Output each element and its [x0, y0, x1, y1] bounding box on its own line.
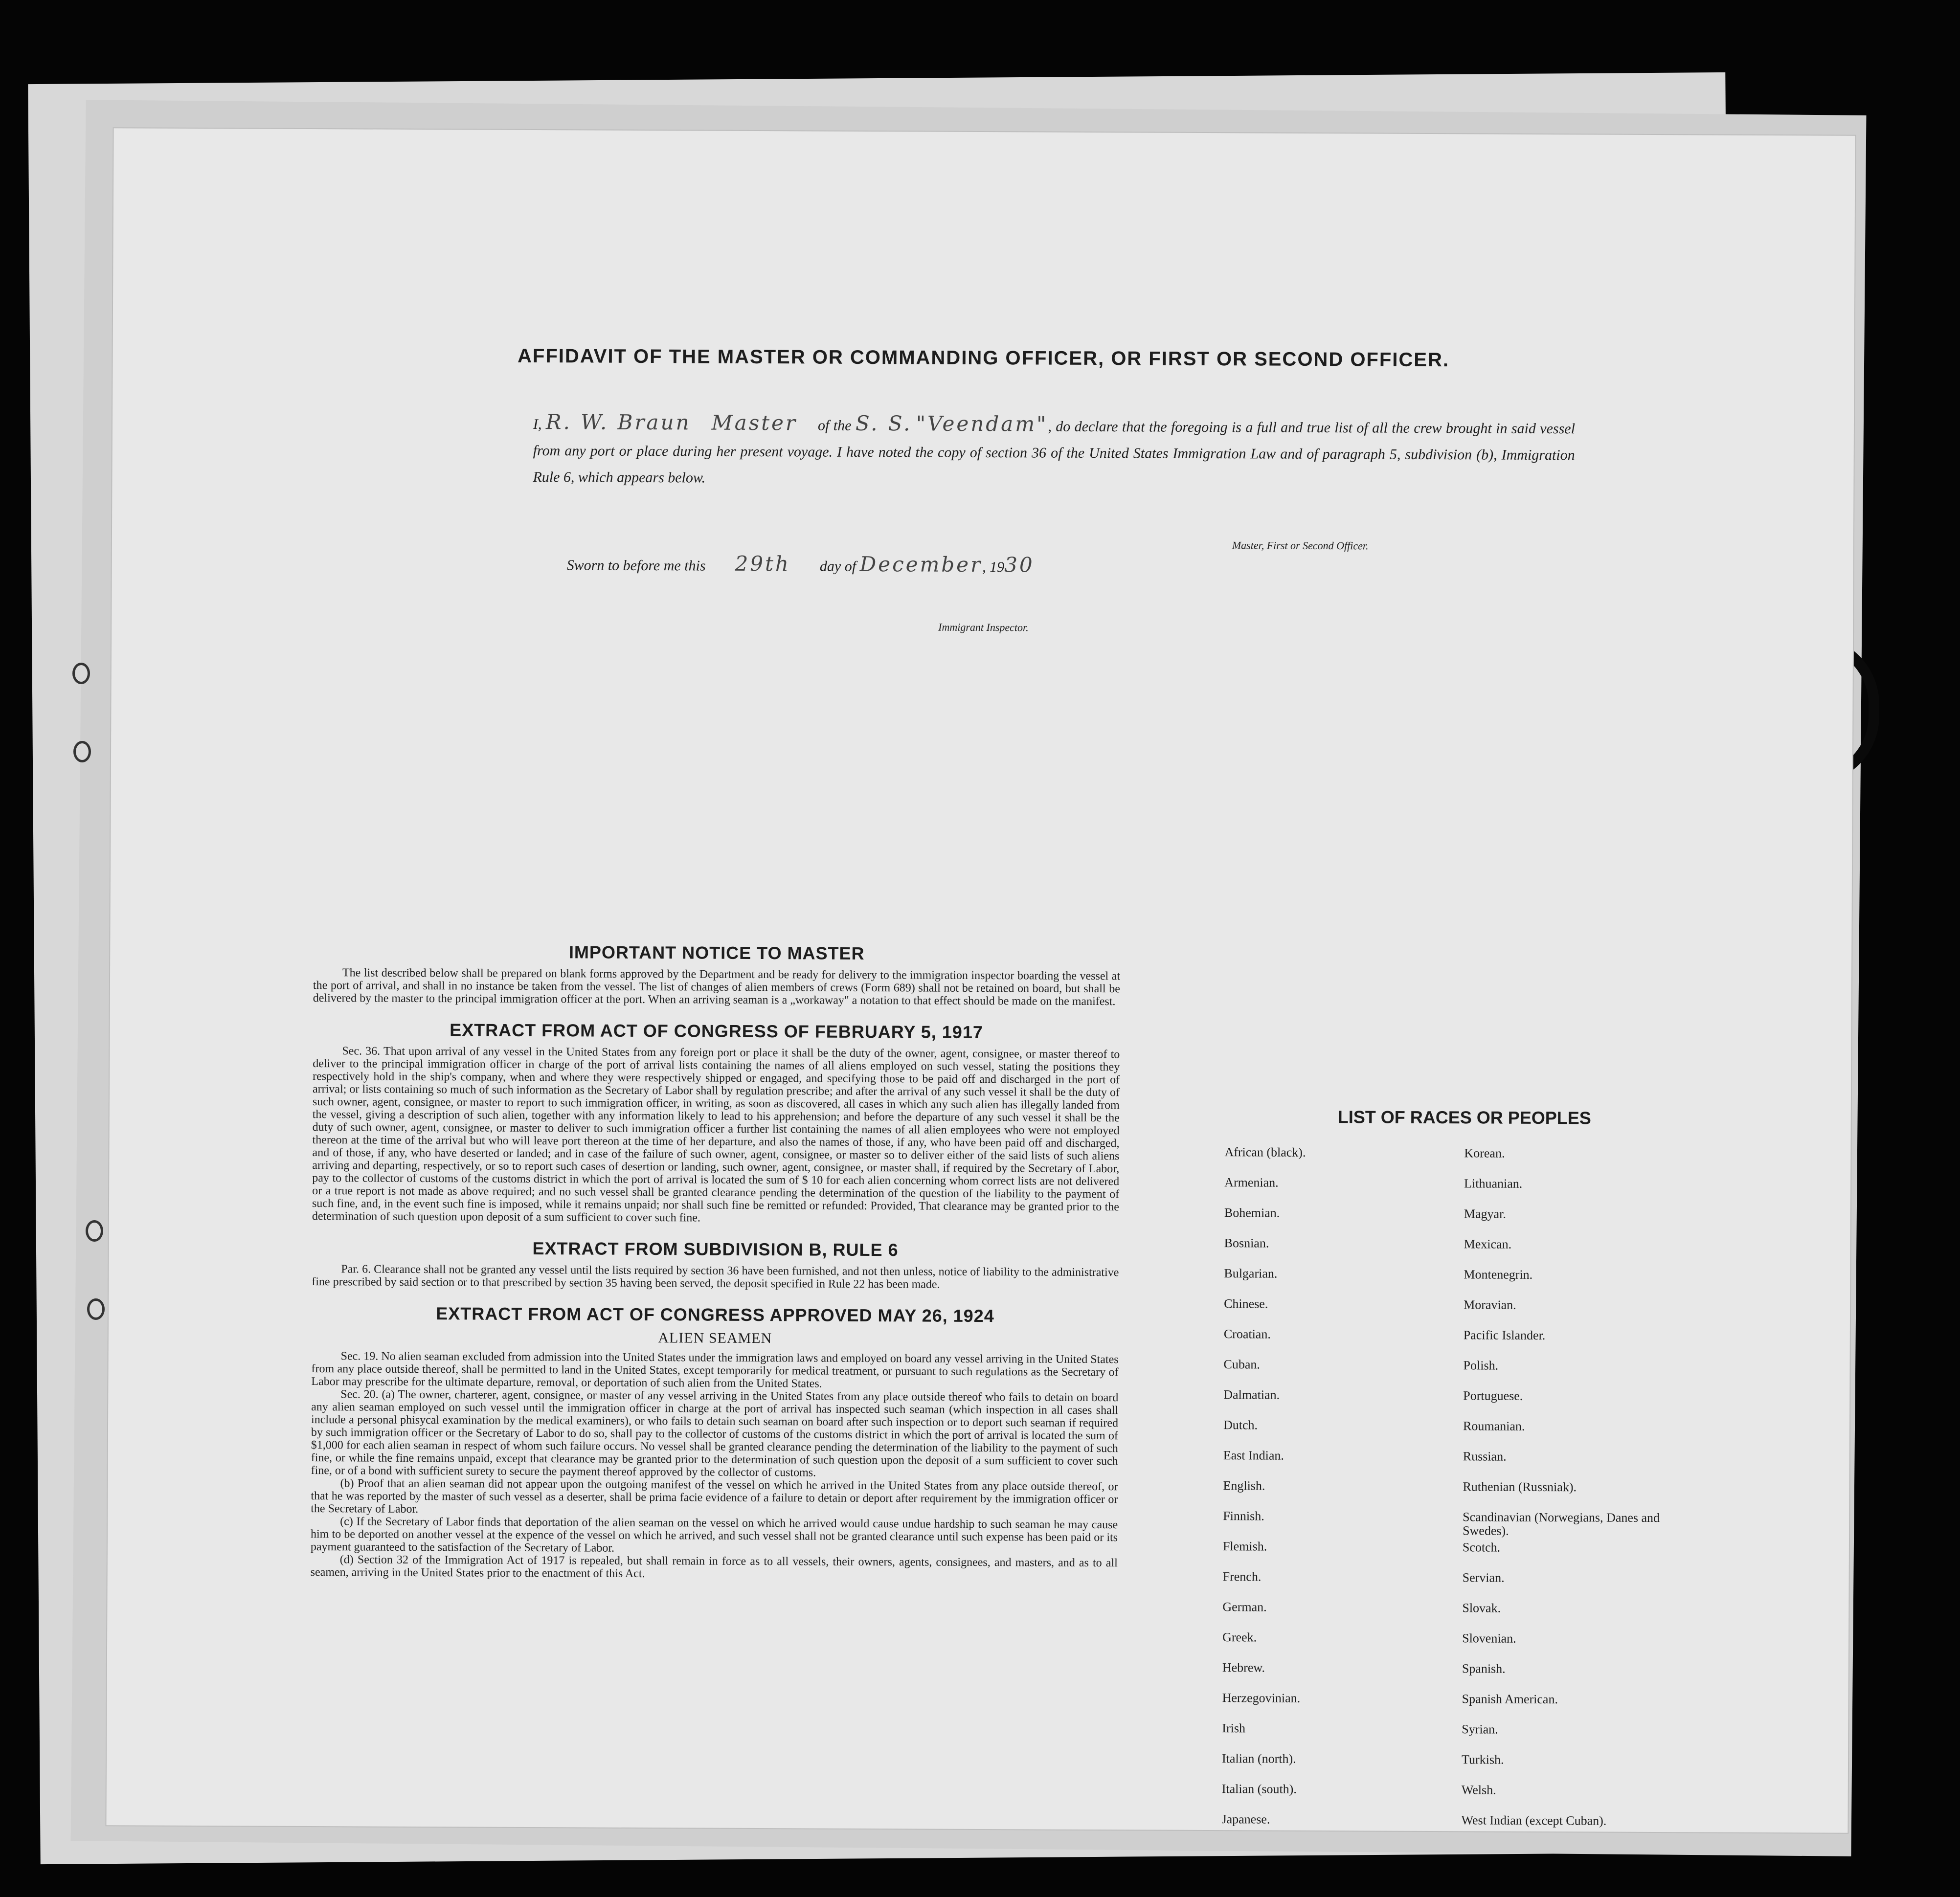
of-the-text: of the [817, 417, 852, 434]
race-item: Lithuanian. [1464, 1176, 1523, 1191]
races-columns [1221, 1145, 1704, 1845]
sworn-year: 30 [1004, 553, 1035, 577]
master-name: R. W. Braun [545, 410, 691, 435]
manifest-page [106, 128, 1855, 1833]
race-item: Korean. [1464, 1146, 1505, 1161]
race-item: Slovenian. [1462, 1631, 1516, 1646]
punch-hole [87, 1298, 105, 1320]
sworn-year-prefix: , 19 [982, 559, 1005, 576]
master-signature-label: Master, First or Second Officer. [1232, 539, 1369, 552]
extract-1924-title: EXTRACT FROM ACT OF CONGRESS APPROVED MAY 26, 1924 [436, 1303, 994, 1326]
race-item: Scandinavian (Norwegians, Danes and Swedes). [1463, 1510, 1660, 1538]
race-item: Herzegovinian. [1222, 1691, 1301, 1705]
race-item: Cuban. [1223, 1357, 1261, 1372]
declare-text: , do declare that the foregoing is a full and true list of all the crew brought in said vessel from any port or place during her present voyage. I have noted the copy of section 36 of the United States Immigration Law and of paragraph 5, subdivision (b), Immigration Rule 6, which appears below. [533, 418, 1576, 486]
master-rank: Master [711, 410, 798, 435]
notice-title: IMPORTANT NOTICE TO MASTER [568, 942, 865, 963]
race-item: Turkish. [1461, 1752, 1504, 1767]
races-list [1221, 1106, 1704, 1845]
sworn-prefix: Sworn to before me this [566, 557, 706, 574]
race-item: Croatian. [1223, 1327, 1271, 1341]
race-item: Scotch. [1462, 1540, 1501, 1555]
legal-notice-block [311, 941, 1121, 1597]
race-item: Italian (north). [1222, 1751, 1296, 1766]
extract-rule6-title: EXTRACT FROM SUBDIVISION B, RULE 6 [532, 1238, 899, 1260]
punch-hole [72, 663, 90, 684]
affidavit-declaration [533, 409, 1575, 495]
race-item: Greek. [1222, 1630, 1257, 1645]
punch-hole [86, 1220, 103, 1242]
extract-1924-section [311, 1303, 1119, 1582]
race-item: Bulgarian. [1224, 1266, 1278, 1281]
race-item: Portuguese. [1463, 1388, 1523, 1403]
extract-1917-section [312, 1019, 1120, 1226]
race-item: Finnish. [1223, 1509, 1264, 1523]
race-item: Flemish. [1222, 1539, 1267, 1554]
race-item: Spanish American. [1462, 1692, 1558, 1707]
races-right-column [1461, 1146, 1704, 1845]
races-left-column [1221, 1145, 1464, 1844]
race-item: Moravian. [1464, 1297, 1516, 1312]
race-item: East Indian. [1223, 1448, 1284, 1463]
race-item: Armenian. [1224, 1175, 1279, 1190]
sworn-line [567, 551, 1035, 577]
race-item: Irish [1222, 1721, 1246, 1736]
race-item: Spanish. [1462, 1661, 1506, 1676]
punch-hole [73, 741, 91, 762]
race-item: Japanese. [1221, 1812, 1270, 1827]
sworn-mid: day of [819, 558, 856, 575]
sec-20d-text: (d) Section 32 of the Immigration Act of 1917 is repealed, but shall remain in force as to all vessels, their owners, agents, consignees, and masters, and as to all seamen, arriving in the United States prior to the enactment of this Act. [310, 1553, 1118, 1581]
race-item: Mexican. [1464, 1237, 1512, 1251]
extract-1924-subtitle: ALIEN SEAMEN [658, 1330, 772, 1347]
race-item: Polish. [1463, 1358, 1499, 1373]
inspector-signature-label: Immigrant Inspector. [938, 621, 1029, 634]
sec-20a-text: Sec. 20. (a) The owner, charterer, agent, consignee, or master of any vessel arriving in the United States from any place outside thereof who fails to detain on board any alien seaman employed on such vessel until the immigration officer in charge at the port of arrival has inspected such seaman (which inspection in all cases shall include a personal phisycal examination by the medical examiners), or who fails to detain such seaman on board after such inspection or to deport such seaman if required by such immigration officer or the Secretary of Labor to do so, shall pay to the collector of customs of the customs district in which the port of arrival is located the sum of $1,000 for each alien seaman in respect of whom such failure occurs. No vessel shall be granted clearance pending the determination of the liability to the payment of such fine, or while the fine remains unpaid, except that clearance may be granted prior to the determination of such question upon the deposit of a sum sufficient to cover such fine, or of a bond with sufficient surety to secure the payment thereof approved by the collector of customs. [311, 1388, 1119, 1479]
race-item: Magyar. [1464, 1206, 1506, 1221]
extract-1917-title: EXTRACT FROM ACT OF CONGRESS OF FEBRUARY 5, 1917 [450, 1020, 984, 1043]
sec-19-text: Sec. 19. No alien seaman excluded from admission into the United States under the immigration laws and employed on board any vessel arriving in the United States from any place outside thereof, shall be permitted to land in the United States, except temporarily for medical treatment, or pursuant to such regulations as the Secretary of Labor may prescribe for the ultimate departure, removal, or deportation of such alien from the United States. [311, 1350, 1119, 1390]
race-item: Welsh. [1461, 1783, 1496, 1797]
race-item: West Indian (except Cuban). [1461, 1813, 1607, 1828]
race-item: Roumanian. [1463, 1419, 1525, 1433]
race-item: Pacific Islander. [1463, 1328, 1546, 1343]
race-item: Montenegrin. [1464, 1267, 1533, 1282]
race-item: Russian. [1463, 1449, 1507, 1464]
ship-name: "Veendam" [916, 411, 1048, 436]
race-item: Italian (south). [1221, 1782, 1297, 1796]
extract-1917-text: Sec. 36. That upon arrival of any vessel in the United States from any foreign port or place it shall be the duty of the owner, agent, consignee, or master thereof to deliver to the principal immigration officer in charge of the port of arrival lists containing the names of all aliens employed on such vessel, stating the positions they respectively hold in the ship's company, when and where they were respectively shipped or engaged, and specifying those to be paid off and discharged in the port of arrival; or lists containing so much of such information as the Secretary of Labor shall by regulation prescribe; and after the arrival of any such vessel it shall be the duty of such owner, agent, consignee, or master to report to such immigration officer, in writing, as soon as discovered, all cases in which any such alien has illegally landed from the vessel, giving a description of such alien, together with any information likely to lead to his apprehension; and before the departure of any such vessel it shall be the duty of such owner, agent, consignee, or master to deliver to such immigration officer a further list containing the names of all alien employees who were not employed thereon at the time of the arrival but who will leave port thereon at the time of her departure, and also the names of those, if any, who have been paid off and discharged, and of those, if any, who have deserted or landed; and in case of the failure of such owner, agent, consignee, or master so to deliver either of the said lists of such aliens arriving and departing, respectively, or so to report such cases of desertion or landing, such owner, agent, consignee, or master shall, if required by the Secretary of Labor, pay to the collector of customs of the customs district in which the port of arrival is located the sum of $ 10 for each alien concerning whom correct lists are not delivered or a true report is not made as above required; and no such vessel shall be granted clearance pending the determination of the question of the liability to the payment of such fine, and, in the event such fine is imposed, while it remains unpaid; nor shall such fine be remitted or refunded: Provided, That clearance may be granted prior to the determination of such question upon deposit of a sum sufficient to cover such fine. [312, 1045, 1120, 1225]
race-item: African (black). [1224, 1145, 1306, 1160]
race-item: Slovak. [1462, 1601, 1501, 1615]
race-item: Chinese. [1224, 1296, 1268, 1311]
race-item: Syrian. [1462, 1722, 1498, 1737]
sworn-day: 29th [735, 551, 791, 576]
sworn-month: December [859, 552, 983, 577]
race-item: German. [1222, 1600, 1267, 1614]
races-title: LIST OF RACES OR PEOPLES [1337, 1107, 1591, 1128]
ship-prefix: S. S. [855, 411, 912, 436]
race-item: Bohemian. [1224, 1205, 1280, 1220]
race-item: Ruthenian (Russniak). [1463, 1479, 1577, 1495]
sec-20c-text: (c) If the Secretary of Labor finds that deportation of the alien seaman on the vessel on which he arrived would cause undue hardship to such seaman he may cause him to be deported on another vessel at the expence of the vessel on which he arrived, and such vessel shall not be granted clearance until such expense has been paid or its payment guaranteed to the satisfaction of the Secretary of Labor. [310, 1515, 1118, 1555]
affidavit-title: AFFIDAVIT OF THE MASTER OR COMMANDING OFFICER, OR FIRST OR SECOND OFFICER. [517, 345, 1450, 371]
race-item: English. [1223, 1478, 1265, 1493]
notice-text: The list described below shall be prepared on blank forms approved by the Department and be ready for delivery to the immigration inspector boarding the vessel at the port of arrival, and shall in no instance be taken from the vessel. The list of changes of alien members of crews (Form 689) shall not be retained on board, but shall be delivered by the master to the principal immigration officer at the port. When an arriving seaman is a „workaway" a notation to that effect should be made on the manifest. [313, 966, 1121, 1008]
race-item: Hebrew. [1222, 1660, 1265, 1675]
race-item: Dutch. [1223, 1418, 1258, 1432]
race-item: French. [1222, 1569, 1262, 1584]
notice-section [313, 941, 1121, 1008]
extract-rule6-text: Par. 6. Clearance shall not be granted any vessel until the lists required by section 36 have been furnished, and not then unless, notice of liability to the administrative fine prescribed by said section or to that prescribed by section 35 having been served, the deposit specified in Rule 22 has been made. [312, 1263, 1119, 1291]
extract-rule6-section [312, 1237, 1119, 1292]
sec-20b-text: (b) Proof that an alien seaman did not appear upon the outgoing manifest of the vessel on which he arrived in the United States from any place outside thereof, or that he was reported by the master of such vessel as a deserter, shall be prima facie evidence of a failure to detain or deport after requirement by the immigration officer or the Secretary of Labor. [311, 1477, 1118, 1516]
race-item: Bosnian. [1224, 1236, 1269, 1250]
race-item: Dalmatian. [1223, 1387, 1280, 1402]
race-item: Servian. [1462, 1570, 1505, 1585]
declare-prefix: I, [533, 416, 542, 433]
